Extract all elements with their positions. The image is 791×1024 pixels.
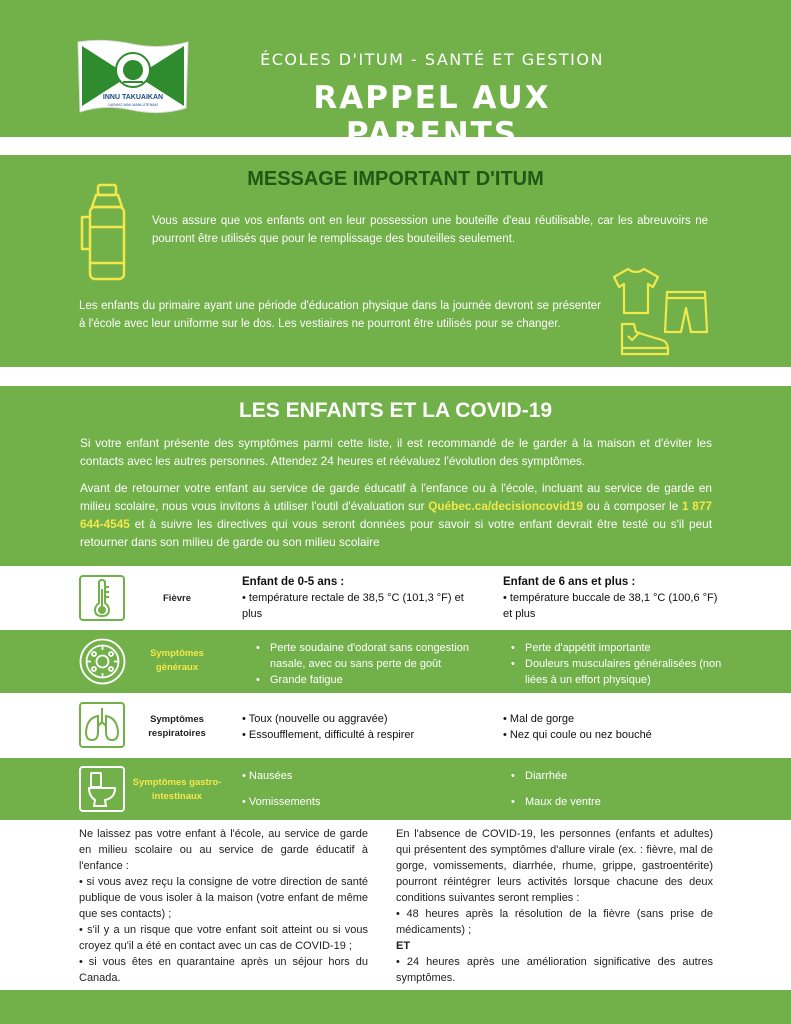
fever-threshold: • température buccale de 38,1 °C (100,6 °F) et plus [503, 592, 718, 620]
phone-number[interactable]: 1 877 644-4545 [80, 499, 712, 531]
symptom-item: • Perte d'appétit importante [511, 640, 723, 656]
water-bottle-message: Vous assure que vos enfants ont en leur possession une bouteille d'eau réutilisable, car les abreuvoirs ne pourront être utilisés que pour le remplissage des bouteilles seulement. [152, 215, 708, 245]
page-title: RAPPEL AUX PARENTS [313, 80, 551, 152]
symptom-item: • Diarrhée [511, 768, 723, 784]
innu-takuaikan-logo [74, 36, 192, 118]
toilet-icon [79, 766, 125, 812]
column-title: Enfant de 6 ans et plus : [503, 576, 636, 588]
gastro-symptoms-row [0, 758, 791, 820]
symptom-item: • Toux (nouvelle ou aggravée) [242, 713, 388, 725]
covid-instructions [80, 479, 712, 551]
symptom-item: • Douleurs musculaires généralisées (non liées à un effort physique) [511, 656, 723, 688]
symptom-text: Nez qui coule ou nez bouché [509, 729, 652, 741]
covid-intro: Si votre enfant présente des symptômes parmi cette liste, il est recommandé de le garder à la maison et d'éviter les contacts avec les autres personnes. Attendez 24 heures et réévaluez l'évolution des symptômes. [80, 436, 712, 468]
fever-row [0, 566, 791, 630]
fever-label: Fièvre [163, 593, 191, 604]
do-not-leave-child-block [79, 826, 368, 986]
symptom-item: • Maux de ventre [511, 794, 723, 810]
header-banner [0, 0, 791, 152]
virus-icon [79, 638, 126, 685]
connector-text: ET [396, 940, 411, 952]
respiratory-symptoms-row [0, 693, 791, 758]
symptom-text: Toux (nouvelle ou aggravée) [248, 713, 388, 725]
fever-threshold: • température rectale de 38,5 °C (101,3 °F) et plus [242, 592, 464, 620]
symptom-item: • Perte soudaine d'odorat sans congestion nasale, avec ou sans perte de goût [256, 640, 482, 672]
respiratory-symptoms-list-b [503, 711, 723, 743]
general-symptoms-label: Symptômes généraux [150, 648, 204, 673]
important-message-section [0, 155, 791, 367]
symptom-item: • Nausées [242, 770, 293, 782]
decisioncovid19-link[interactable]: Québec.ca/decisioncovid19 [428, 499, 583, 513]
symptom-text: Vomissements [248, 796, 321, 808]
section-title: MESSAGE IMPORTANT D'ITUM [247, 168, 544, 190]
footer-band [0, 990, 791, 1024]
fever-6-plus [503, 574, 723, 622]
general-symptoms-row [0, 630, 791, 693]
instructions-text: ou à composer le [582, 499, 683, 513]
respiratory-symptoms-label: Symptômes respiratoires [148, 714, 206, 739]
symptom-item: • Grande fatigue [256, 672, 482, 688]
respiratory-symptoms-list-a [242, 711, 482, 743]
svg-text:UASHAT MAK MANI-UTENAM: UASHAT MAK MANI-UTENAM [108, 103, 158, 107]
condition-item: • si vous êtes en quarantaine après un séjour hors du Canada. [79, 956, 368, 984]
symptom-item: • Vomissements [242, 796, 321, 808]
block-intro: En l'absence de COVID-19, les personnes (enfants et adultes) qui présentent des symptômes d'allure virale (ex. : fièvre, mal de gorge, vomissements, diarrhée, rhume, grippe, gastroentérite) pourront réintégrer leurs activités lorsque chacune des deux conditions suivantes seront remplies : [396, 828, 713, 904]
svg-text:INNU TAKUAIKAN: INNU TAKUAIKAN [102, 94, 164, 101]
uniform-message: Les enfants du primaire ayant une période d'éducation physique dans la journée devront se présenter à l'école avec leur uniforme sur le dos. Les vestiaires ne pourront être utilisés pour se changer. [79, 300, 601, 330]
covid-section [0, 386, 791, 566]
condition-item: • si vous avez reçu la consigne de votre direction de santé publique de vous isoler à la maison (votre enfant de même que ses contacts) ; [79, 876, 368, 920]
t-shirt-icon [610, 265, 662, 317]
water-bottle-icon [78, 183, 132, 283]
symptom-item: • Mal de gorge [503, 713, 575, 725]
column-title: Enfant de 0-5 ans : [242, 576, 345, 588]
gastro-symptoms-list-a [242, 768, 482, 810]
instructions-text: Avant de retourner votre enfant au service de garde éducatif à l'enfance ou à l'école, incluant au service de garde en milieu scolaire, nous vous invitons à utiliser l'outil d'évaluation sur [80, 481, 712, 513]
thermometer-icon [79, 575, 125, 621]
condition-item: • 24 heures après une amélioration significative des autres symptômes. [396, 956, 713, 984]
condition-item: • s'il y a un risque que votre enfant soit atteint ou si vous croyez qu'il a été en contact avec un cas de COVID-19 ; [79, 924, 368, 952]
symptom-item: • Essoufflement, difficulté à respirer [242, 729, 415, 741]
instructions-text: et à suivre les directives qui vous seront données pour savoir si votre enfant devrait être testé ou s'il peut retourner dans son milieu de garde ou son milieu scolaire [80, 517, 712, 549]
section-title: LES ENFANTS ET LA COVID-19 [238, 399, 553, 422]
gastro-symptoms-list-b [503, 768, 723, 810]
lungs-icon [79, 702, 125, 748]
general-symptoms-list-a [242, 640, 482, 688]
condition-item: • 48 heures après la résolution de la fièvre (sans prise de médicaments) ; [396, 908, 713, 936]
general-symptoms-list-b [503, 640, 723, 688]
fever-under-6 [242, 574, 482, 622]
gastro-symptoms-label: Symptômes gastro-intestinaux [132, 777, 222, 802]
return-conditions-block [396, 826, 713, 986]
symptom-text: Nausées [248, 770, 293, 782]
symptom-item: • Nez qui coule ou nez bouché [503, 729, 652, 741]
header-subtitle: ÉCOLES D'ITUM - SANTÉ ET GESTION [260, 50, 604, 69]
symptom-text: Essoufflement, difficulté à respirer [248, 729, 415, 741]
sneaker-icon [618, 320, 670, 360]
block-intro: Ne laissez pas votre enfant à l'école, au service de garde en milieu scolaire ou au service de garde éducatif à l'enfance : [79, 828, 368, 872]
symptom-text: Mal de gorge [509, 713, 575, 725]
